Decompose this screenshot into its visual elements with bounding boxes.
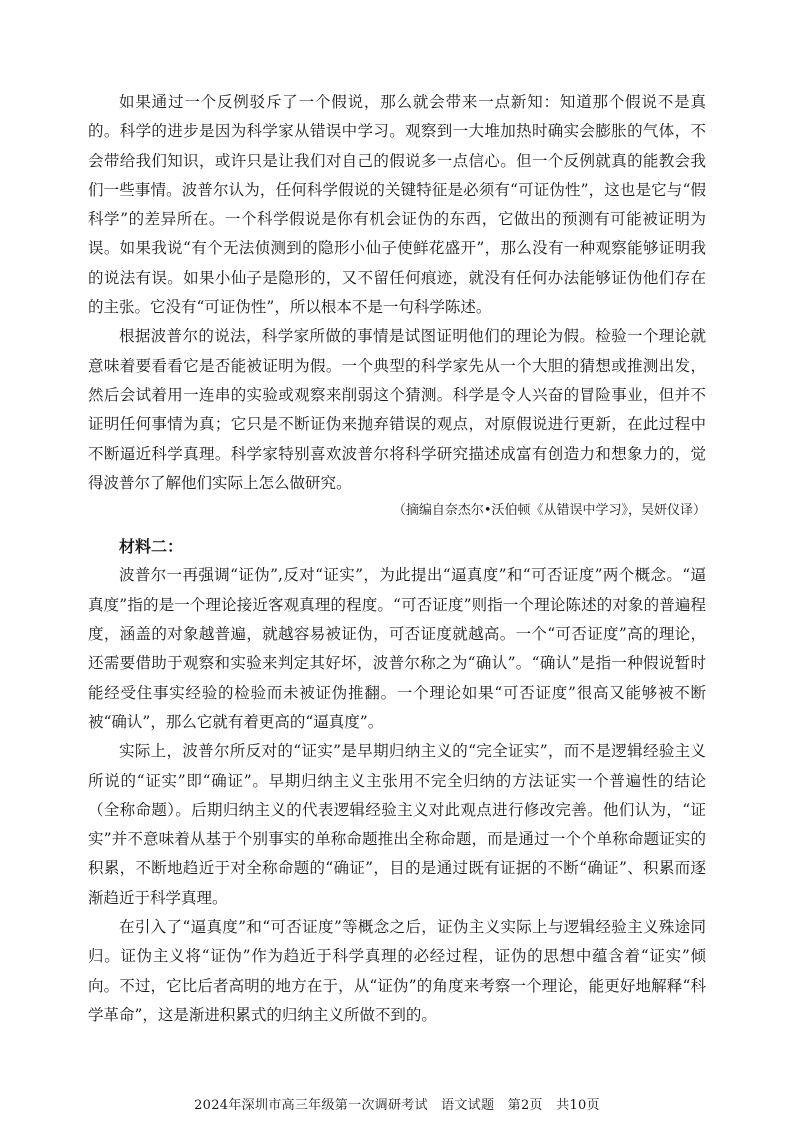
page-body xyxy=(88,88,706,1030)
source-citation: （摘编自奈杰尔•沃伯顿《从错误中学习》，吴妍仪译） xyxy=(392,503,706,519)
paragraph: 如果通过一个反例驳斥了一个假说，那么就会带来一点新知：知道那个假说不是真的。科学的进步是因为科学家从错误中学习。观察到一大堆加热时确实会膨胀的气体，不会带给我们知识，或许只是让我们对自己的假说多一点信心。但一个反例就真的能教会我们一些事情。波普尔认为，任何科学假说的关键特征是必须有“可证伪性”，这也是它与“假科学”的差异所在。一个科学假说是你有机会证伪的东西，它做出的预测有可能被证明为误。如果我说“有个无法侦测到的隐形小仙子使鲜花盛开”，那么没有一种观察能够证明我的说法有误。如果小仙子是隐形的，又不留任何痕迹，就没有任何办法能够证伪他们存在的主张。它没有“可证伪性”，所以根本不是一句科学陈述。 xyxy=(88,93,706,317)
paragraph: 在引入了“逼真度”和“可否证度”等概念之后，证伪主义实际上与逻辑经验主义殊途同归。证伪主义将“证伪”作为趋近于科学真理的必经过程，证伪的思想中蕴含着“证实”倾向。不过，它比后者高明的地方在于，从“证伪”的角度来考察一个理论，能更好地解释“科学革命”，这是渐进积累式的归纳主义所做不到的。 xyxy=(88,918,706,1024)
paragraph: 波普尔一再强调“证伪”,反对“证实”，为此提出“逼真度”和“可否证度”两个概念。“逼真度”指的是一个理论接近客观真理的程度。“可否证度”则指一个理论陈述的对象的普遍程度，涵盖的对象越普遍，就越容易被证伪，可否证度就越高。一个“可否证度”高的理论，还需要借助于观察和实验来判定其好坏，波普尔称之为“确认”。“确认”是指一种假说暂时能经受住事实经验的检验而未被证伪推翻。一个理论如果“可否证度”很高又能够被不断被“确认”，那么它就有着更高的“逼真度”。 xyxy=(88,566,706,731)
material-two-heading: 材料二： xyxy=(119,537,184,557)
page-footer: 2024年深圳市高三年级第一次调研考试 语文试题 第2页 共10页 xyxy=(194,1098,600,1113)
paragraph: 根据波普尔的说法，科学家所做的事情是试图证明他们的理论为假。检验一个理论就意味着要看看它是否能被证明为假。一个典型的科学家先从一个大胆的猜想或推测出发，然后会试着用一连串的实验或观察来削弱这个猜测。科学是令人兴奋的冒险事业，但并不证明任何事情为真；它只是不断证伪来抛弃错误的观点，对原假说进行更新，在此过程中不断逼近科学真理。科学家特别喜欢波普尔将科学研究描述成富有创造力和想象力的，觉得波普尔了解他们实际上怎么做研究。 xyxy=(88,327,706,492)
paragraph: 实际上，波普尔所反对的“证实”是早期归纳主义的“完全证实”，而不是逻辑经验主义所说的“证实”即“确证”。早期归纳主义主张用不完全归纳的方法证实一个普遍性的结论（全称命题）。后期归纳主义的代表逻辑经验主义对此观点进行修改完善。他们认为，“证实”并不意味着从基于个别事实的单称命题推出全称命题，而是通过一个个单称命题证实的积累，不断地趋近于对全称命题的“确证”，目的是通过既有证据的不断“确证”、积累而逐渐趋近于科学真理。 xyxy=(88,742,706,907)
